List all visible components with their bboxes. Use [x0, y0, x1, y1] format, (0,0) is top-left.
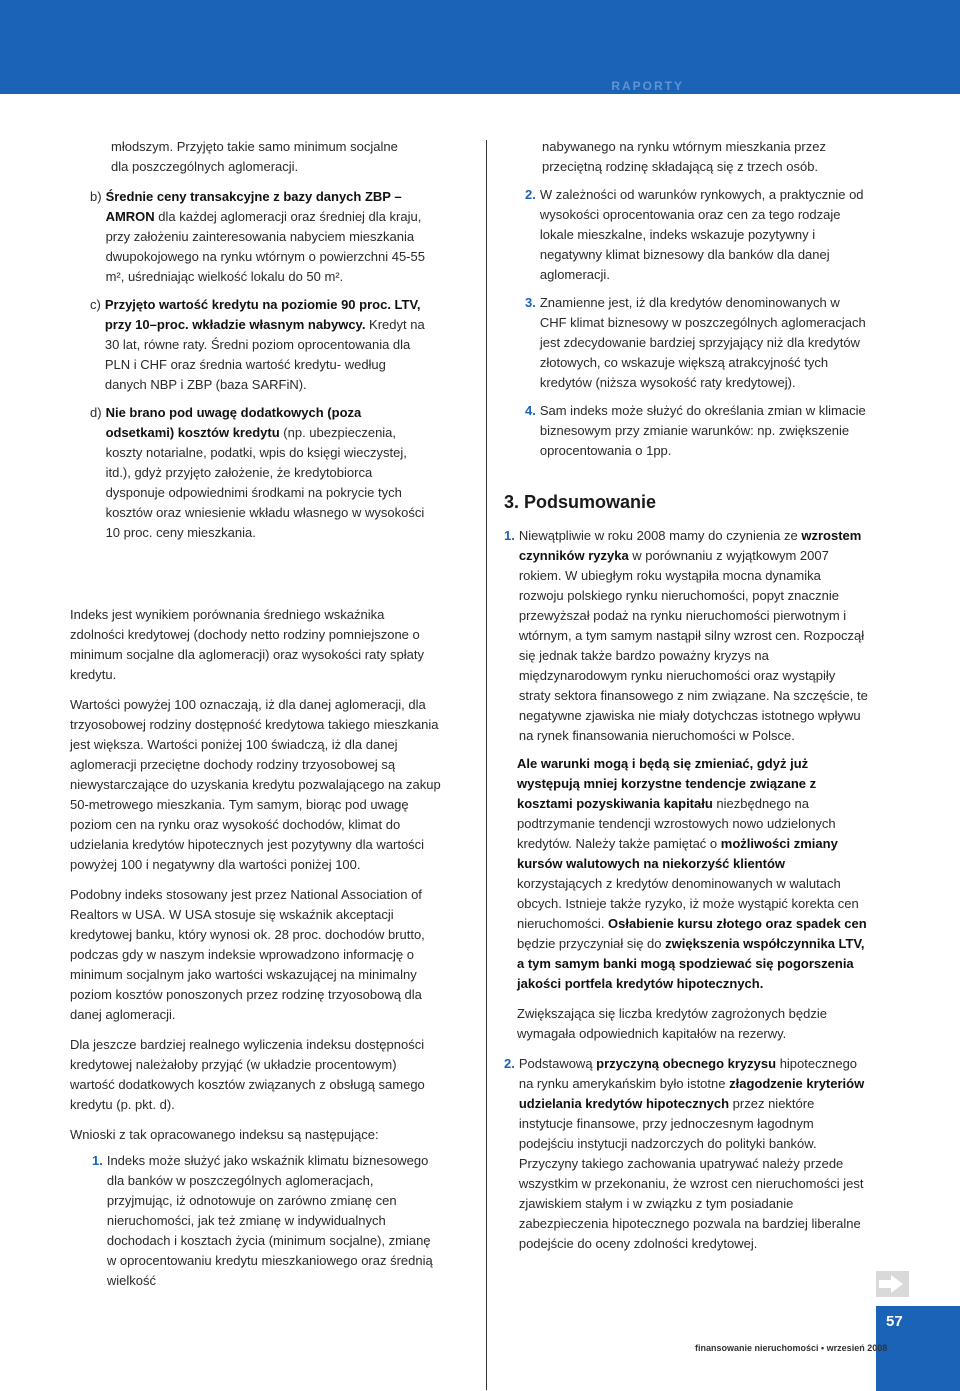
summary-paragraph-2	[504, 754, 868, 1044]
conclusion-item-2-label: 2.	[525, 187, 536, 202]
summary-p2-bold-e: Osłabienie kursu złotego oraz spadek cen	[608, 916, 867, 931]
conclusion-item-3-label: 3.	[525, 295, 536, 310]
conclusion-item-3-text: Znamienne jest, iż dla kredytów denominowanych w CHF klimat biznesowy w poszczególnych aglomeracjach jest zdecydowanie bardziej sprzyjający niż dla kredytów złotowych, co wskazuje większą atrakcyjność tych kredytów (niższa wysokość raty kredytowej).	[539, 295, 866, 390]
item-b	[90, 187, 430, 287]
publication-footer: finansowanie nieruchomości • wrzesień 2008	[695, 1343, 888, 1353]
column-divider	[486, 140, 487, 1390]
summary-item-2-bold-b: przyczyną obecnego kryzysu	[596, 1056, 777, 1071]
conclusion-item-1-label: 1.	[92, 1153, 103, 1168]
summary-item-1-label: 1.	[504, 528, 515, 543]
summary-item-1-bold: wzrostem czynników ryzyka	[518, 528, 862, 563]
summary-item-2-text-c: hipotecznego na rynku amerykańskim było istotne	[518, 1056, 858, 1091]
summary-item-2-text-a: Podstawową	[518, 1056, 597, 1071]
item-d-text: (np. ubezpieczenia, koszty notarialne, podatki, wpis do księgi wieczystej, itd.), gdyż przyjęto założenie, że kredytobiorca dysponuje odpowiednimi środkami na pokrycie tych kosztów oraz wniesienie wkładu własnego w wysokości 10 proc. ceny mieszkania.	[105, 425, 425, 540]
next-page-arrow-icon	[876, 1271, 909, 1297]
continuation-line-2: dla poszczególnych aglomeracji.	[111, 159, 299, 174]
item-b-bold: Średnie ceny transakcyjne z bazy danych ZBP – AMRON	[105, 189, 402, 224]
conclusion-item-1	[70, 1151, 442, 1291]
conclusion-item-4-label: 4.	[525, 403, 536, 418]
conclusion-continuation: nabywanego na rynku wtórnym mieszkania przez przeciętną rodzinę składającą się z trzech osób.	[542, 139, 826, 174]
summary-p2-text-f: będzie przyczyniał się do	[517, 936, 666, 951]
paragraph-additional-costs: Dla jeszcze bardziej realnego wyliczenia indeksu dostępności kredytowej należałoby przyjąć (w układzie procentowym) wartość dodatkowych kosztów związanych z obsługą samego kredytu (p. pkt. d).	[70, 1037, 425, 1112]
summary-p2-bold-c: możliwości zmiany kursów walutowych na niekorzyść klientów	[517, 836, 838, 871]
conclusion-item-2	[525, 185, 870, 285]
item-b-label: b)	[90, 189, 102, 204]
summary-p2-text-d: korzystających z kredytów denominowanych w walutach obcych. Istnieje także ryzyko, iż może wystąpić korekta cen nieruchomości.	[517, 876, 859, 931]
summary-item-1	[504, 526, 868, 746]
summary-section	[504, 492, 868, 1262]
summary-item-1-text-a: Niewątpliwie w roku 2008 mamy do czynienia ze	[518, 528, 802, 543]
conclusion-item-4-text: Sam indeks może służyć do określania zmian w klimacie biznesowym przy zmianie warunków: np. zwiększenie oprocentowania o 1pp.	[539, 403, 866, 458]
continuation-line-1: młodszym. Przyjęto takie samo minimum socjalne	[111, 139, 398, 154]
right-top-block	[525, 137, 870, 469]
conclusion-item-3	[525, 293, 870, 393]
summary-item-2-bold-d: złagodzenie kryteriów udzielania kredytów hipotecznych	[518, 1076, 865, 1111]
item-c-label: c)	[90, 297, 101, 312]
summary-p2-bold-g: zwiększenia współczynnika LTV, a tym samym banki mogą spodziewać się pogorszenia jakości portfela kredytów hipotecznych.	[517, 936, 865, 991]
summary-item-2-label: 2.	[504, 1056, 515, 1071]
summary-p2-text-b: niezbędnego na podtrzymanie tendencji wzrostowych nowo udzielonych kredytów. Należy także pamiętać o	[517, 796, 836, 851]
section-tag: RAPORTY	[611, 79, 684, 93]
conclusion-item-1-text: Indeks może służyć jako wskaźnik klimatu biznesowego dla banków w poszczególnych aglomeracjach, przyjmując, iż odnotowuje on zarówno zmianę cen nieruchomości, jak też zmianę w indywidualnych dochodach i kosztach życia (minimum socjalne), zmianę w oprocentowaniu kredytu mieszkaniowego oraz średnią wielkość	[106, 1153, 433, 1288]
paragraph-conclusions-intro: Wnioski z tak opracowanego indeksu są następujące:	[70, 1127, 379, 1142]
item-d	[90, 403, 430, 543]
header-band	[0, 0, 960, 94]
conclusion-item-2-text: W zależności od warunków rynkowych, a praktycznie od wysokości oprocentowania oraz cen za tego rodzaje lokale mieszkalne, indeks wskazuje pozytywny i negatywny klimat biznesowy dla banków dla danej aglomeracji.	[539, 187, 864, 282]
item-d-label: d)	[90, 405, 102, 420]
summary-item-2	[504, 1054, 868, 1254]
left-upper-block	[90, 137, 430, 551]
paragraph-values-meaning: Wartości powyżej 100 oznaczają, iż dla danej aglomeracji, dla trzyosobowej rodziny dostępność kredytowa takiego mieszkania jest większa. Wartości poniżej 100 świadczą, iż dla danej aglomeracji przeciętne dochody rodziny trzyosobowej są niewystarczające do uzyskania kredytu pozwalającego na zakup 50-metrowego mieszkania. Tym samym, biorąc pod uwagę poziom cen na rynku oraz wysokość dochodów, klimat do udzielania kredytów hipotecznych jest pozytywny dla wartości powyżej 100 i negatywny dla wartości poniżej 100.	[70, 697, 441, 872]
item-c-text: Kredyt na 30 lat, równe raty. Średni poziom oprocentowania dla PLN i CHF oraz średnia wartość kredytu- według danych NBP i ZBP (baza SARFiN).	[104, 317, 425, 392]
paragraph-index-definition: Indeks jest wynikiem porównania średniego wskaźnika zdolności kredytowej (dochody netto rodziny pomniejszone o minimum socjalne dla aglomeracji) oraz wysokości raty spłaty kredytu.	[70, 607, 425, 682]
left-lower-block	[70, 605, 442, 1299]
summary-paragraph-3: Zwiększająca się liczba kredytów zagrożonych będzie wymagała odpowiednich kapitałów na rezerwy.	[517, 1006, 827, 1041]
summary-p2-bold-a: Ale warunki mogą i będą się zmieniać, gdyż już występują mniej korzystne tendencje związane z kosztami pozyskiwania kapitału	[517, 756, 817, 811]
paragraph-usa-comparison: Podobny indeks stosowany jest przez National Association of Realtors w USA. W USA stosuje się wskaźnik akceptacji kredytowej banku, który wynosi ok. 28 proc. dochodów brutto, podczas gdy w naszym indeksie wprowadzono informację o minimum socjalnym jako wartości wskazującej na minimalny poziom kosztów ponoszonych przez rodzinę trzyosobową dla danej aglomeracji.	[70, 887, 425, 1022]
summary-item-2-text-e: przez niektóre instytucje finansowe, przy jednoczesnym łagodnym podejściu instytucji nadzorczych do polityki banków. Przyczyny takiego zachowania upatrywać należy przede wszystkim w przekonaniu, że wzrost cen nieruchomości jest zjawiskiem stałym i w związku z tym posiadanie zabezpieczenia hipotecznego pozwala na bardziej liberalne podejście do oceny zdolności kredytowej.	[518, 1096, 864, 1251]
summary-item-1-text-b: w porównaniu z wyjątkowym 2007 rokiem. W ubiegłym roku wystąpiła mocna dynamika rozwoju polskiego rynku nieruchomości, popyt znacznie przewyższał podaż na rynku nieruchomości pierwotnym i wtórnym, a tym samym nastąpił silny wzrost cen. Rozpoczął się jednak także bardzo poważny kryzys na międzynarodowym rynku nieruchomości oraz wystąpiły straty sektora finansowego z nim związane. Na szczęście, te negatywne zjawiska nie miały dotychczas istotnego wpływu na rynek finansowania nieruchomości w Polsce.	[518, 548, 868, 743]
page-number: 57	[886, 1313, 903, 1330]
item-c	[90, 295, 430, 395]
item-d-bold: Nie brano pod uwagę dodatkowych (poza odsetkami) kosztów kredytu	[105, 405, 362, 440]
arrow-right-icon	[876, 1271, 909, 1297]
item-b-text: dla każdej aglomeracji oraz średniej dla kraju, przy założeniu zainteresowania nabyciem mieszkania dwupokojowego na rynku wtórnym o powierzchni 45-55 m², uśredniając wielkość lokalu do 50 m².	[105, 209, 425, 284]
conclusion-item-4	[525, 401, 870, 461]
summary-heading: 3. Podsumowanie	[504, 492, 657, 512]
item-c-bold: Przyjęto wartość kredytu na poziomie 90 proc. LTV, przy 10–proc. wkładzie własnym nabywcy.	[104, 297, 421, 332]
